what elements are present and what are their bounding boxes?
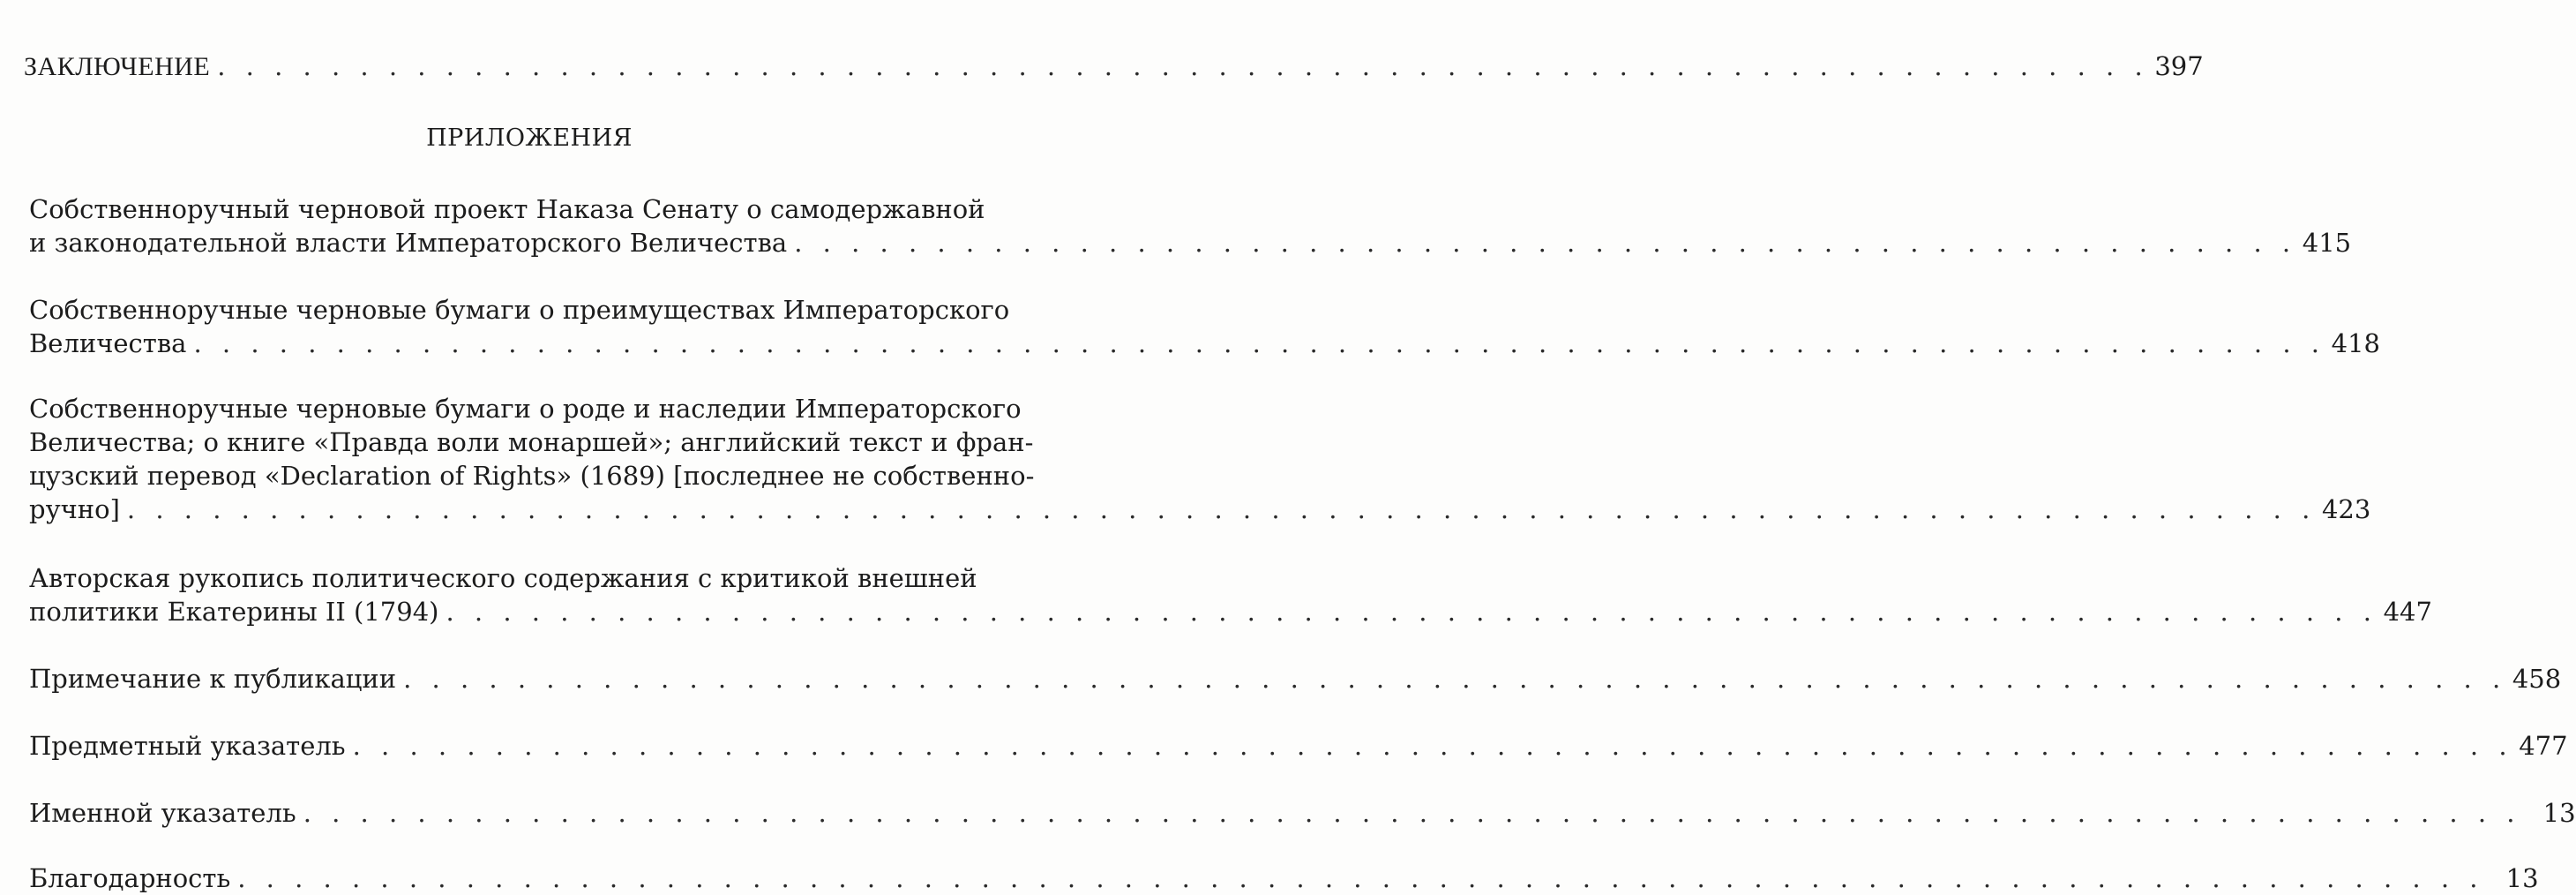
toc-entry-line: цузский перевод «Declaration of Rights» (1689) [последнее не собственно- <box>29 461 1035 491</box>
toc-entry-line: Примечание к публикации <box>29 664 397 694</box>
dot-leader: . . . . . . . . . . . . . . . . . . . . . . . . . . . . . . . . . . . . . . . . . . . . . . . . . . . . . . . . . . . . . . . . . . . . . . . . . . . . <box>352 731 2513 761</box>
toc-entry-6[interactable] <box>29 729 2568 763</box>
toc-page-number: 423 <box>2321 494 2371 524</box>
toc-entry-line: ручно] <box>29 494 120 524</box>
toc-entry-7[interactable] <box>29 796 2576 830</box>
dot-leader: . . . . . . . . . . . . . . . . . . . . . . . . . . . . . . . . . . . . . . . . . . . . . . . . . . . . . . . . . . . . . . . . . . . . <box>217 51 2149 81</box>
toc-entry-line: Собственноручные черновые бумаги о роде и наследии Императорского <box>29 394 1022 424</box>
toc-entry-conclusion[interactable] <box>24 49 2204 83</box>
dot-leader: . . . . . . . . . . . . . . . . . . . . . . . . . . . . . . . . . . . . . . . . . . . . . . . . . . . . . . . . . . . . . . . . . . . . <box>446 597 2378 627</box>
toc-entry-1[interactable] <box>29 192 2352 259</box>
toc-entry-line: и законодательной власти Императорского Величества <box>29 228 788 258</box>
toc-entry-line: Именной указатель <box>29 798 296 828</box>
toc-entry-line: Собственноручные черновые бумаги о преимуществах Императорского <box>29 295 1010 325</box>
toc-page-number: 418 <box>2331 328 2380 358</box>
toc-page-number: 415 <box>2302 228 2352 258</box>
dot-leader: . . . . . . . . . . . . . . . . . . . . . . . . . . . . . . . . . . . . . . . . . . . . . . . . . . . . . . . . . . . . . . . . . . . . . . . . . . <box>403 664 2507 694</box>
dot-leader: . . . . . . . . . . . . . . . . . . . . . . . . . . . . . . . . . . . . . . . . . . . . . . . . . . . . . . . . . . . . . . . . . . . . . . . . . . . . . <box>126 494 2317 524</box>
toc-entry-line: Величества <box>29 328 187 358</box>
toc-entry-8[interactable] <box>29 861 2539 895</box>
toc-page-number: 477 <box>2519 731 2568 761</box>
toc-entry-5[interactable] <box>29 662 2562 696</box>
toc-entry-line: Авторская рукопись политического содержания с критикой внешней <box>29 563 977 593</box>
toc-page-number: 458 <box>2512 664 2562 694</box>
toc-entry-line: политики Екатерины II (1794) <box>29 597 439 627</box>
toc-page-number: 13 <box>2505 863 2539 893</box>
toc-entry-line: Величества; о книге «Правда воли монаршей»; английский текст и фран- <box>29 427 1034 457</box>
dot-leader: . . . . . . . . . . . . . . . . . . . . . . . . . . . . . . . . . . . . . . . . . . . . . . . . . . . . . . . . . . . . . . . . . . . . . . . . . . . . . . . <box>237 863 2484 893</box>
toc-entry-line: Предметный указатель <box>29 731 346 761</box>
toc-entry-line: Благодарность <box>29 863 231 893</box>
dot-leader: . . . . . . . . . . . . . . . . . . . . . . . . . . . . . . . . . . . . . . . . . . . . . . . . . . . . . . . . . . . . . . . . . . . . . . . . . . . . . . <box>303 798 2521 828</box>
dot-leader: . . . . . . . . . . . . . . . . . . . . . . . . . . . . . . . . . . . . . . . . . . . . . . . . . . . . . <box>794 228 2297 258</box>
toc-entry-3[interactable] <box>29 392 2371 526</box>
toc-entry-title: ЗАКЛЮЧЕНИЕ <box>24 52 211 81</box>
dot-leader: . . . . . . . . . . . . . . . . . . . . . . . . . . . . . . . . . . . . . . . . . . . . . . . . . . . . . . . . . . . . . . . . . . . . . . . . . . . <box>193 328 2325 358</box>
section-heading-appendices: ПРИЛОЖЕНИЯ <box>426 124 633 152</box>
toc-page-number: 447 <box>2383 597 2432 627</box>
toc-page-number: 13 <box>2542 798 2576 828</box>
toc-entry-line: Собственноручный черновой проект Наказа Сенату о самодержавной <box>29 194 985 224</box>
toc-page-number: 397 <box>2154 51 2204 81</box>
toc-entry-4[interactable] <box>29 561 2432 628</box>
toc-entry-2[interactable] <box>29 293 2380 360</box>
